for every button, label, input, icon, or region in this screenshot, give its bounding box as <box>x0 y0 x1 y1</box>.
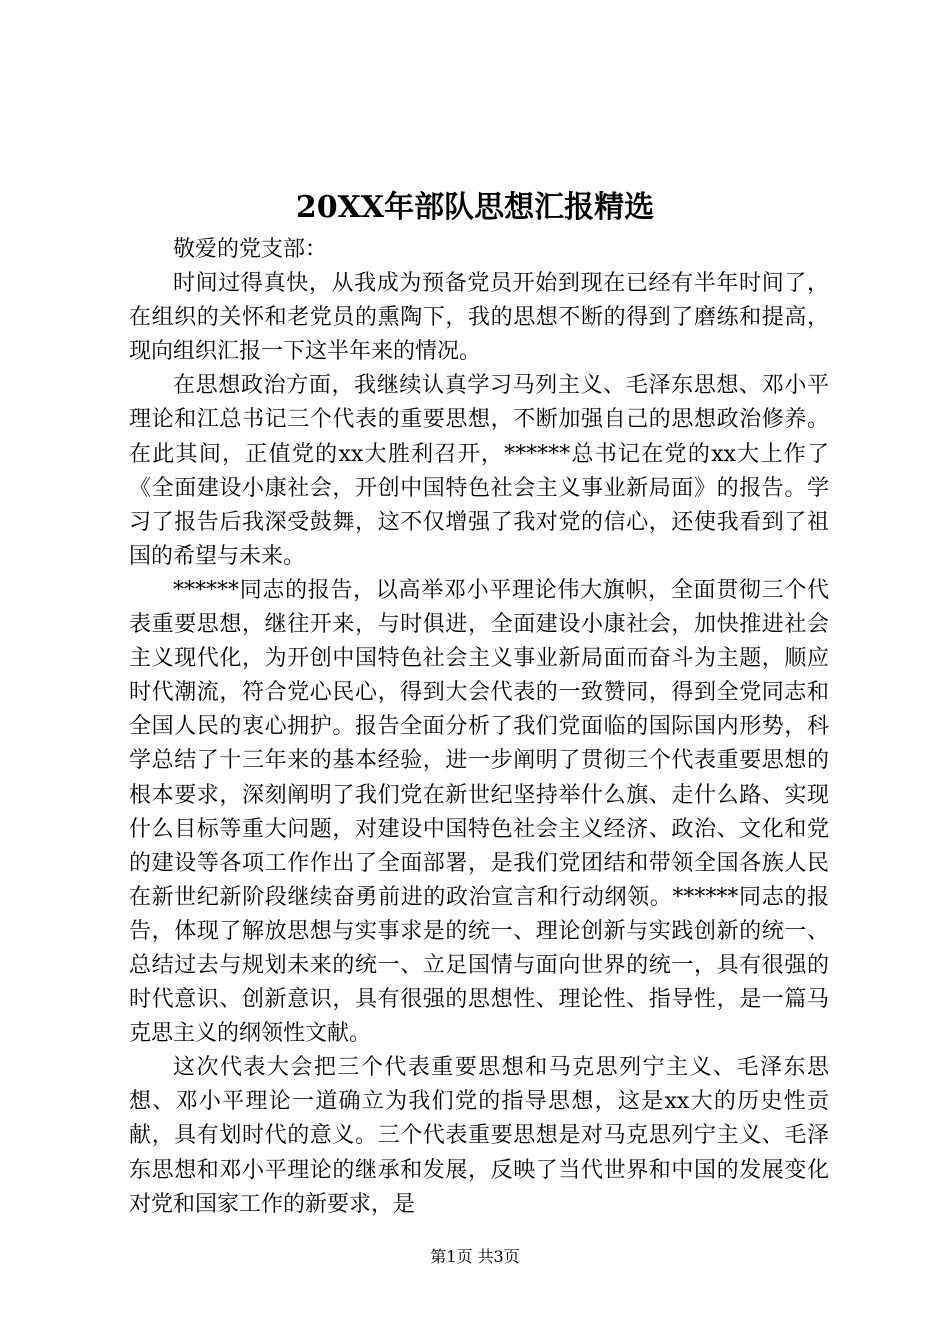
paragraph-1: 时间过得真快，从我成为预备党员开始到现在已经有半年时间了，在组织的关怀和老党员的熏陶下，我的思想不断的得到了磨练和提高，现向组织汇报一下这半年来的情况。 <box>129 271 829 365</box>
paragraph-2: 在思想政治方面，我继续认真学习马列主义、毛泽东思想、邓小平理论和江总书记三个代表的重要思想，不断加强自己的思想政治修养。在此其间，正值党的xx大胜利召开，******总书记在党的xx大上作了《全面建设小康社会，开创中国特色社会主义事业新局面》的报告。学习了报告后我深受鼓舞，这不仅增强了我对党的信心，还使我看到了祖国的希望与未来。 <box>129 373 829 569</box>
page-footer: 第1页 共3页 <box>430 1247 520 1266</box>
salutation: 敬爱的党支部： <box>173 237 328 262</box>
document-body <box>129 233 829 1222</box>
paragraph-3: ******同志的报告，以高举邓小平理论伟大旗帜，全面贯彻三个代表重要思想，继往开来，与时俱进，全面建设小康社会，加快推进社会主义现代化，为开创中国特色社会主义事业新局面而奋斗为主题，顺应时代潮流，符合党心民心，得到大会代表的一致赞同，得到全党同志和全国人民的衷心拥护。报告全面分析了我们党面临的国际国内形势，科学总结了十三年来的基本经验，进一步阐明了贯彻三个代表重要思想的根本要求，深刻阐明了我们党在新世纪坚持举什么旗、走什么路、实现什么目标等重大问题，对建设中国特色社会主义经济、政治、文化和党的建设等各项工作作出了全面部署，是我们党团结和带领全国各族人民在新世纪新阶段继续奋勇前进的政治宣言和行动纲领。******同志的报告，体现了解放思想与实事求是的统一、理论创新与实践创新的统一、总结过去与规划未来的统一、立足国情与面向世界的统一，具有很强的时代意识、创新意识，具有很强的思想性、理论性、指导性，是一篇马克思主义的纲领性文献。 <box>129 577 829 1047</box>
document-title: 20XX年部队思想汇报精选 <box>295 190 655 225</box>
paragraph-4: 这次代表大会把三个代表重要思想和马克思列宁主义、毛泽东思想、邓小平理论一道确立为我们党的指导思想，这是xx大的历史性贡献，具有划时代的意义。三个代表重要思想是对马克思列宁主义、毛泽东思想和邓小平理论的继承和发展，反映了当代世界和中国的发展变化对党和国家工作的新要求，是 <box>129 1055 829 1217</box>
